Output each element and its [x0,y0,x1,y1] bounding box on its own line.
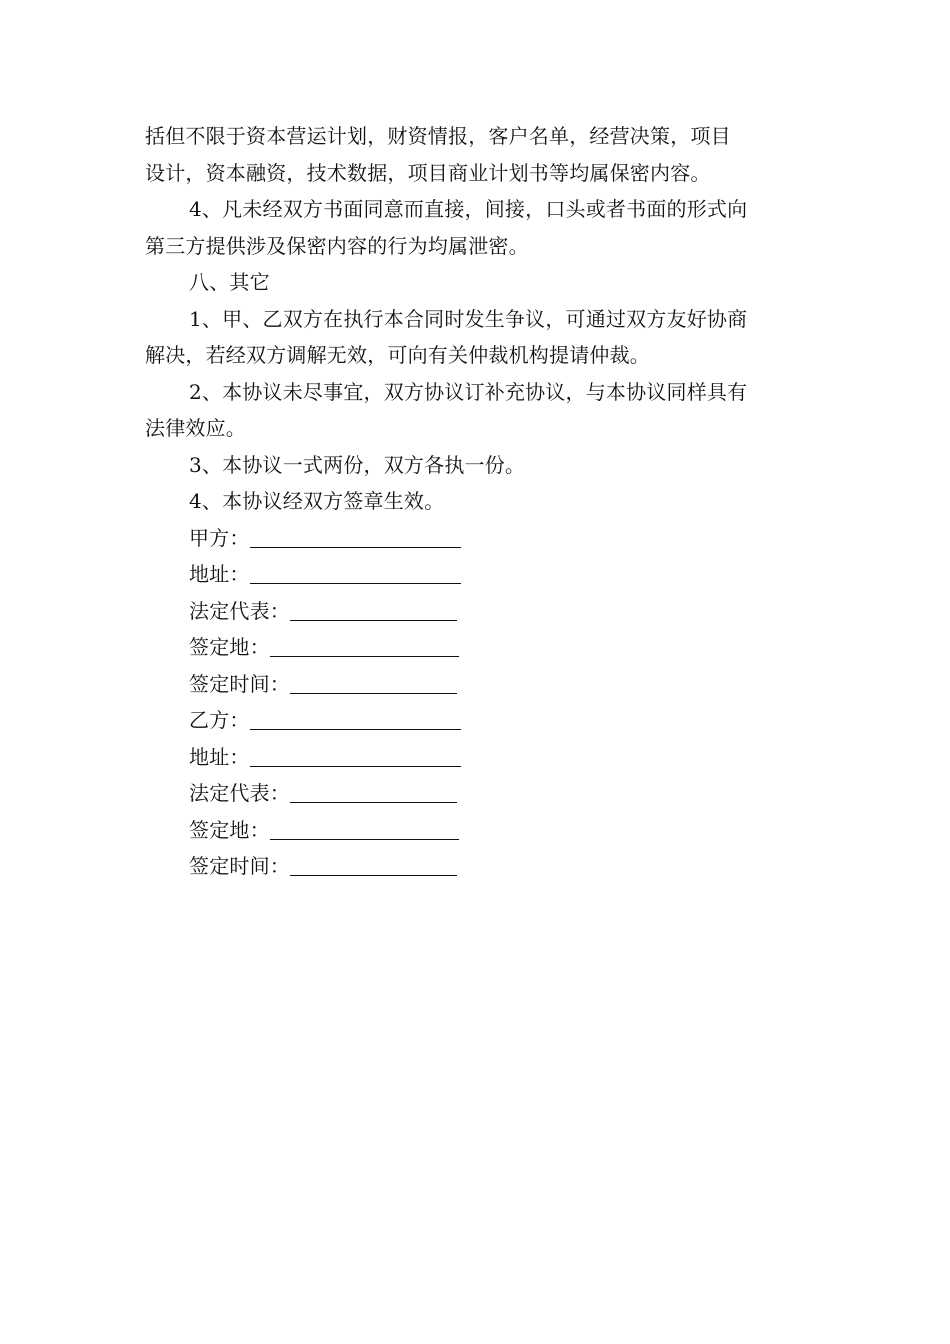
paragraph-line: 4、凡未经双方书面同意而直接，间接，口头或者书面的形式向 [189,197,748,221]
signature-blank-line [270,636,459,657]
signature-field-legal-rep-a [145,593,810,630]
paragraph-copies [145,447,810,484]
signature-label: 地址： [189,562,250,586]
signature-label: 乙方： [189,708,250,732]
signature-label: 地址： [189,744,250,769]
signature-field-legal-rep-b [145,775,810,812]
signature-label: 签定时间： [189,671,290,696]
signature-blank-line [250,563,461,584]
signature-field-address-b [145,739,810,776]
paragraph-line: 括但不限于资本营运计划，财资情报，客户名单，经营决策，项目 [145,124,731,148]
signature-blank-line [250,527,461,548]
paragraph-line: 2、本协议未尽事宜，双方协议订补充协议，与本协议同样具有 [189,379,748,404]
signature-blank-line [270,819,459,840]
document-body [145,118,810,885]
signature-field-place-b [145,812,810,849]
signature-label: 甲方： [189,525,250,550]
paragraph-line: 法律效应。 [145,416,246,440]
paragraph-line: 第三方提供涉及保密内容的行为均属泄密。 [145,233,529,258]
signature-label: 法定代表： [189,598,290,623]
signature-blank-line [250,746,461,767]
section-heading-text: 八、其它 [189,270,270,294]
signature-blank-line [290,673,457,694]
paragraph-supplement [145,374,810,447]
signature-field-party-a [145,520,810,557]
paragraph-leak-definition [145,191,810,264]
signature-field-place-a [145,629,810,666]
paragraph-line: 设计，资本融资，技术数据，项目商业计划书等均属保密内容。 [145,160,711,185]
signature-field-party-b [145,702,810,739]
signature-field-address-a [145,556,810,593]
section-heading [145,264,810,301]
signature-label: 法定代表： [189,781,290,805]
signature-blank-line [290,855,457,876]
paragraph-dispute [145,301,810,374]
signature-field-date-b [145,848,810,885]
signature-blank-line [250,709,461,730]
paragraph-line: 1、甲、乙双方在执行本合同时发生争议，可通过双方友好协商 [189,306,748,331]
signature-blank-line [290,600,457,621]
paragraph-confidential-scope [145,118,810,191]
paragraph-line: 4、本协议经双方签章生效。 [189,489,445,513]
signature-field-date-a [145,666,810,703]
signature-label: 签定地： [189,635,270,659]
signature-label: 签定地： [189,817,270,842]
paragraph-effective [145,483,810,520]
paragraph-line: 解决，若经双方调解无效，可向有关仲裁机构提请仲裁。 [145,343,650,367]
signature-blank-line [290,782,457,803]
paragraph-line: 3、本协议一式两份，双方各执一份。 [189,452,526,477]
signature-label: 签定时间： [189,854,290,878]
